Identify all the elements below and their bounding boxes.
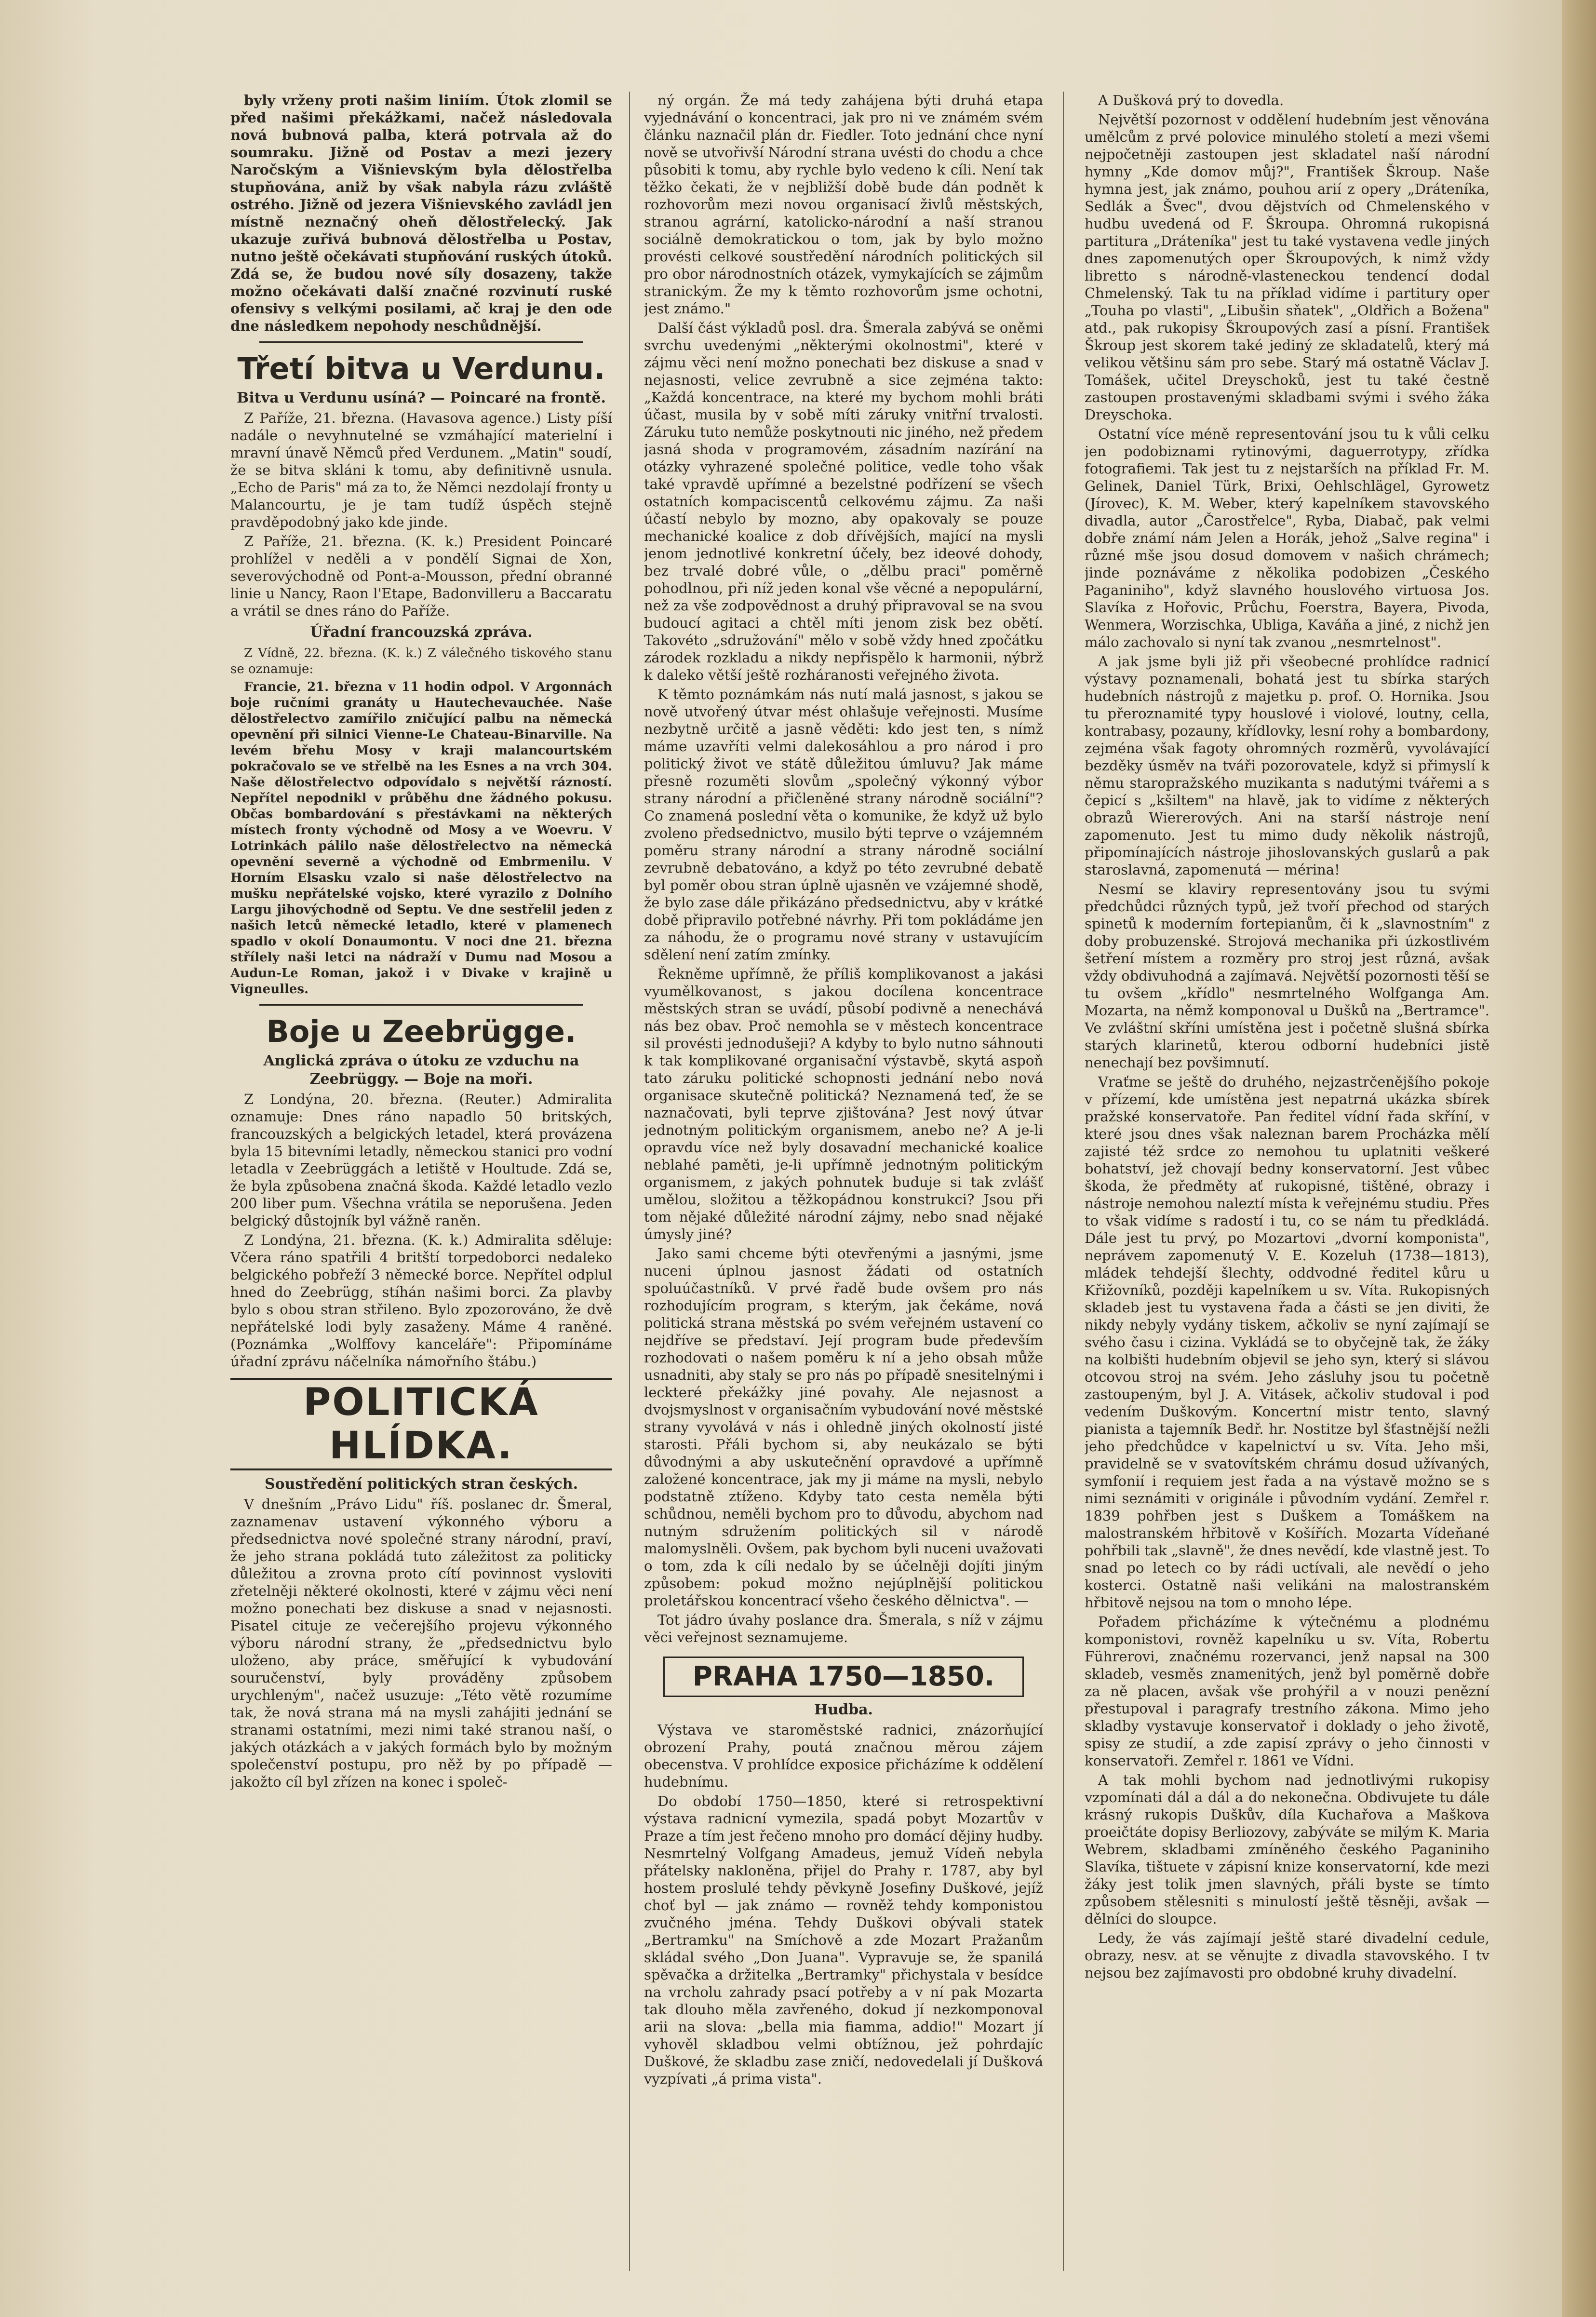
political-paragraph: Další část výkladů posl. dra. Šmerala zabývá se oněmi svrchu uvedenými „některými okolnostmi", které v zájmu věci není možno ponechati bez diskuse a snad v nejasnosti, velice zevrubně a sice zejména takto: „Každá koncentrace, na které my bychom mohli bráti účast, musila by v sobě míti záruky vnitřní trvalosti. Záruku tuto nemůže poskytnouti nic jiného, než předem jasná shoda v programovém, zásadním nazírání na otázky vyhrazené společné politice, vedle toho však také vpravdě upřímné a bezelstné podřízení se všech ostatních kompaciscentů celkovému zájmu. Za naši účastí nebylo by mozno, aby opakovaly se pouze mechanické koalice z dob dřívějších, mající na mysli jenom jednotlivé konkretní účely, bez ideové dohody, bez trvalé dobré vůle, o „dělbu praci" poměrně pohodlnou, při níž jeden konal vše věcné a nepopulární, než za vše zodpovědnost a druhý připravoval se na svou budoucí agitaci a chtěl míti jenom zisk bez obětí. Takovéto „sdružování" mělo v sobě vždy hned zpočátku zárodek rozkladu a nikdy nepřispělo k harmonii, nýbrž k daleko větší ještě rozháranosti veřejného života. <box>644 320 1043 683</box>
report-intro: Z Vídně, 22. března. (K. k.) Z válečného tiskového stanu se oznamuje: <box>230 646 612 676</box>
verdun-subheadline: Bitva u Verdunu usíná? — Poincaré na frontě. <box>237 390 606 406</box>
verdun-headline: Třetí bitva u Verdunu. <box>237 351 605 386</box>
page-edge <box>1562 0 1596 2317</box>
praha-paragraph: A jak jsme byli již při všeobecné prohlídce radnicí výstavy poznamenali, bohatá jest tu sbírka starých hudebních nástrojů z majetku p. prof. O. Hornika. Jsou tu přeroznamité typy houslové i violové, loutny, cella, kontrabasy, pozauny, křídlovky, lesní rohy a bombardony, zejména však fagoty ohromných rozměrů, vyvolávající bezděky úsměv na tváři pozorovatele, když si přimyslí k němu staropražského muzikanta s nadutými tvářemi a s čepicí s „kšiltem" na hlavě, jak to vidíme z některých obrazů Wiererových. Ani na starší nástroje není zapomenuto. Jest tu mimo dudy několik nástrojů, připomínajících nástroje jihoslovanských guslarů a pak staroslavná, zapomenutá — mérina! <box>1085 653 1489 878</box>
praha-paragraph: Vraťme se ještě do druhého, nejzastrčenějšího pokoje v přízemí, kde umístěna jest nepatrná ukázka sbírek pražské konservatoře. Pan ředitel vídní řada skříní, v které jsou dnes však naleznan barem Procházka mělí zajisté též srdce zo nemohou tu uplatniti veškeré bohatství, jež chovají bedny konservatorní. Jest vůbec škoda, že předměty ať rukopisné, tištěné, obrazy i nástroje nemohou naleztí místa k veřejnému studiu. Přes to však vidíme s radostí i tu, co se nám tu předkládá. Dále jest tu prvý, po Mozartovi „dvorní komponista", neprávem zapomenutý V. E. Kozeluh (1738—1813), mládek tehdejší šlechty, oddvodné ředitel kůru u Křižovníků, později kapelníkem u sv. Víta. Rukopisných skladeb jest tu vystavena řada a části se jen diviti, že nikdy nebyly vydány tiskem, ačkoliv se nyní zajímají se svého času i cizina. Vykládá se to obyčejně tak, že žáky na kolbišti hudebním objevil se jeho syn, který si slávou otcovou stroj na svém. Jeho zásluhy jsou tu početně zastoupeným, byl J. A. Vitásek, ačkoliv studoval i pod vedením Duškovým. Koncertní mistr tento, slavný pianista a tajemník Bedř. hr. Nostitze byl šťastnější nežli jeho předchůdce v kapelnictví u sv. Víta. Jeho mši, pravidelně se v svatovítském chrámu dosud užívaných, symfonií i requiem jest řada a na výstavě možno se s nimi seznámiti v originále i původním vydání. Zemřel r. 1839 pohřben jest s Duškem a Tomáškem na malostranském hřbitově v Košířích. Mozarta Vídeňané pohřbili tak „slavně", že dnes nevědí, kde vlastně jest. To snad po letech co by rádi uctívali, ale nevědí o jeho kosterci. Ostatně naši velikáni na malostranském hřbitově nejsou na tom o mnoho lépe. <box>1085 1074 1489 1611</box>
praha-paragraph: Ostatní více méně representování jsou tu k vůli celku jen podobiznami rytinovými, daguerrotypy, zřídka fotografiemi. Tak jest tu z nejstarších na příklad Fr. M. Gelinek, Daniel Türk, Brixi, Oehlschlägel, Gyrowetz (Jírovec), K. M. Weber, který kapelníkem stavovského divadla, autor „Čarostřelce", Ryba, Diabač, pak velmi dobře známí nám Jelen a Horák, jehož „Salve regina" i různé mše jsou dosud domovem v našich chrámech; jinde poznáváme z několika podobizen „Českého Paganiniho", když slavného houslového virtuosa Jos. Slavíka z Hořovic, Průchu, Foerstra, Bayera, Pivoda, Wenmera, Worzischka, Ubliga, Kaváňa a jiné, z nichž jen málo zachovalo si nyní tak zvanou „nesmrtelnost". <box>1085 426 1489 650</box>
political-paragraph: Řekněme upřímně, že příliš komplikovanost a jakási vyumělkovanost, s jakou docílena koncentrace městských stran se uvádí, působí podivně a nenechává nás bez obav. Proč nemohla se v městech koncentrace sil provésti jednodušeji? A kdyby to bylo nutno sáhnouti k tak komplikované organisační výstavbě, skytá aspoň tato záruku politické schopnosti jednání nebo nová organisace skutečně politická? Neznamená teď, že se naznačovati, byli teprve zjištována? Jest nový útvar jednotným politickým organismem, anebo ne? A je-li opravdu více než byly dosavadní mechanické koalice neblahé paměti, je-li upřímně jednotným politickým organismem, z jakých pohnutek buduje si tak zvlášť umělou, složitou a těžkopádnou konstrukci? Jsou při tom nějaké důležité národní zájmy, nebo snad nějaké úmysly jiné? <box>644 966 1043 1242</box>
divider <box>259 341 583 343</box>
political-paragraph: Jako sami chceme býti otevřenými a jasnými, jsme nuceni úplnou jasnost žádati od ostatních spoluúčastníků. V prvé řadě bude ovšem pro nás rozhodujícím program, s kterým, jak čekáme, nová politická strana městská po svém veřejném ustavení co nejdříve se představí. Její program bude především rozhodovati o našem poměru k ní a jeho obsah může usnadniti, aby staly se pro nás po případě snesitelnými i leckteré překážky jiné povahy. Ale nejasnost a dvojsmyslnost v organisačním vybudování nové městské strany vyvolává v nás i ohledně jiných okolností jisté starosti. Přáli bychom si, aby neukázalo se býti důvodnými a aby uskutečnění opravdové a upřímně založené koncentrace, jak my ji máme na mysli, nebylo podstatně ztíženo. Kdyby tato cesta neměla býti schůdnou, neměli bychom pro to důvodu, abychom nad nutným sdružením politických sil v národě malomyslněli. Ovšem, pak bychom byli nuceni uvažovati o tom, zda k cíli nedalo by se účelněji dojíti jiným způsobem: pokud možno nejúplnější politickou proletářskou koncentrací všeho českého dělnictva". — <box>644 1245 1043 1609</box>
praha-paragraph: Pořadem přicházíme k výtečnému a plodnému komponistovi, rovněž kapelníku u sv. Víta, Robertu Führerovi, značnému rozervanci, jenž napsal na 300 skladeb, vesměs znamenitých, jenž byl poměrně dobře za ně placen, avšak vše prohýřil a v nouzi penězní přestupoval i paragrafy trestního zákona. Mimo jeho skladby vystavuje konservatoř i doklady o jeho životě, spisy ze studií, a zde zapisí zprávy o jeho činnosti v konservatoři. Zemřel r. 1861 ve Vídni. <box>1085 1614 1489 1769</box>
zeebrugge-subheadline: Anglická zpráva o útoku ze vzduchu na Zeebrüggy. — Boje na moři. <box>263 1052 579 1088</box>
praha-subheadline: Hudba. <box>814 1701 873 1718</box>
zeebrugge-paragraph: Z Londýna, 20. března. (Reuter.) Admiralita oznamuje: Dnes ráno napadlo 50 britských, francouzských a belgických letadel, která provázena byla 15 bitevními letadly, německou stanici pro vodní letadla v Zeebrüggách a letiště v Houltude. Zdá se, že byla způsobena značná škoda. Každé letadlo vezlo 200 liber pum. Všechna vrátila se neporušena. Jeden belgický důstojník byl vážně raněn. <box>230 1091 612 1229</box>
political-paragraph: V dnešním „Právo Lidu" říš. poslanec dr. Šmeral, zaznamenav ustavení výkonného výboru a předsednictva nové společné strany národní, praví, že jeho strana pokládá tuto záležitost za politicky důležitou a zrovna proto cítí povinnost vysloviti zřetelněji některé okolnosti, které v zájmu věci není možno ponechati bez diskuse a snad v nejasnosti. Pisatel cituje ze večerejšího projevu výkonného výboru národní strany, že „předsednictvu bylo uloženo, aby práce, směřující k vybudování souručenství, byly prováděny způsobem urychleným", načež usuzuje: „Této větě rozumíme tak, že nová strana má na mysli zahájiti jednání se stranami ostatními, mezi nimi také stranou naší, o jakých otázkách a v jakých formách bylo by možným společenství postupu, pro něž by po případě — jakožto cíl byl zřízen na konec i společ- <box>230 1496 612 1790</box>
praha-paragraph: Největší pozornost v oddělení hudebním jest věnována umělcům z prvé polovice minulého století a mezi všemi nejpočetněji zastoupen jest skladatel naší národní hymny „Kde domov můj?", František Škroup. Naše hymna jest, jak známo, pouhou arií z opery „Dráteníka, Sedlák a Švec", dvou dějstvích od Chmelenského v hudbu uvedená od F. Škroupa. Ohromná rukopisná partitura „Dráteníka" jest tu také vystavena vedle jiných dnes zapomenutých oper Škroupových, k nimž vždy libretto s národně-vlasteneckou tendencí dodal Chmelenský. Tak tu na příklad vidíme i partitury oper „Touha po vlasti", „Libušin sňatek", „Oldřich a Božena" atd., pak rukopisy Škroupových zasí a písní. František Škroup jest skorem také jediný ze skladatelů, který má velikou většinu sám pro sebe. Starý má ostatně Václav J. Tomášek, učitel Dreyschoků, jest tu také čestně zastoupen prostavenými skladbami svými i svého žáka Dreyschoka. <box>1085 111 1489 423</box>
report-body: Francie, 21. března v 11 hodin odpol. V Argonnách boje ručními granáty u Hautechevauchée. Naše dělostřelectvo zamířilo zničující palbu na německá opevnění při silnici Vienne-Le Chateau-Binarville. Na levém břehu Mosy v kraji malancourtském pokračovalo se ve střelbě na les Esnes a na vrch 304. Naše dělostřelectvo odpovídalo s největší rázností. Nepřítel nepodnikl v průběhu dne žádného pokusu. Občas bombardování s přestávkami na některých místech fronty východně od Mosy a ve Woevru. V Lotrinkách pálilo naše dělostřelectvo na německá opevnění severně a východně od Embrmenilu. V Horním Elsasku vzalo si naše dělostřelectvo na mušku nepřátelské vojsko, které vyrazilo z Dolního Largu jihovýchodně od Septu. Ve dne sestřelil jeden z našich letců německé letadlo, které v plamenech spadlo v okolí Donaumontu. V noci dne 21. března střílely naši letci na nádraží v Dumu nad Mosou a Audun-Le Roman, jakož i v Divake v krajině u Vigneulles. <box>230 680 612 997</box>
column-1 <box>230 92 612 2290</box>
zeebrugge-paragraph: Z Londýna, 21. března. (K. k.) Admiralita sděluje: Včera ráno spatřili 4 britští torpedoborci nedaleko belgického pobřeží 3 německé borce. Nepřítel odplul hned do Zeebrügg, stíhán našimi borci. Za plavby bylo s obou stran střileno. Bylo zpozorováno, že dvě nepřátelské lodi byly zasaženy. Máme 4 raněné. (Poznámka „Wolffovy kanceláře": Připomínáme úřadní zprávu náčelníka námořního štábu.) <box>230 1232 612 1370</box>
column-2 <box>644 92 1043 2290</box>
verdun-paragraph: Z Paříže, 21. března. (K. k.) President Poincaré prohlížel v neděli a v pondělí Signai de Xon, severovýchodně od Pont-a-Mousson, přední obranné linie u Nancy, Raon l'Etape, Badonvilleru a Baccaratu a vrátil se dnes ráno do Paříže. <box>230 533 612 619</box>
political-paragraph: Tot jádro úvahy poslance dra. Šmerala, s níž v zájmu věci veřejnost seznamujeme. <box>644 1612 1043 1645</box>
political-paragraph: K těmto poznámkám nás nutí malá jasnost, s jakou se nově utvořený útvar mést ohlašuje veřejnosti. Musíme nezbytně určitě a jasně věděti: kdo jest ten, s nímž máme uzavříti velmi dalekosáhlou a pro národ i pro politický život ve státě důležitou úmluvu? Jak máme přesně rozuměti slovům „společný výkonný výbor strany národní a přičleněné strany národně sociální"? Co znamená poslední věta o komunike, že když už bylo zvoleno předsednictvo, musilo býti teprve o vzájemném poměru strany národní a strany národně sociální zevrubně debatováno, a když po této zevrubné debatě byl poměr obou stran úplně ujasněn ve vzájemné shodě, že bylo zase dále přikázáno předsednictvu, aby v krátké době připravilo potřebné návrhy. Při tom pokládáme jen za náhodu, že o programu nové strany v ustavujícím sdělení není zatím zmínky. <box>644 686 1043 963</box>
praha-headline: PRAHA 1750—1850. <box>663 1657 1024 1697</box>
praha-paragraph: A tak mohli bychom nad jednotlivými rukopisy vzpomínati dál a dál a do nekonečna. Obdivujete tu dále krásný rukopis Duškův, díla Kuchařova a Maškova proeičtáte dopisy Berliozovy, zabýváte se milým K. Maria Webrem, skladbami zmíněného českého Paganiniho Slavíka, tištuete v zápisní knize konservatorní, kde mezi žáky jest tolik jmen slavných, přáli byste se tímto způsobem stělesniti s minulostí ještě těsněji, avšak — dělníci do sloupce. <box>1085 1772 1489 1927</box>
praha-paragraph: A Dušková prý to dovedla. <box>1098 92 1284 108</box>
verdun-paragraph: Z Paříže, 21. března. (Havasova agence.) Listy píší nadále o nevyhnutelné se vzmáhající materielní i mravní únavě Němců před Verdunem. „Matin" soudí, že se bitva skláni k tomu, aby definitivně usnula. „Echo de Paris" má za to, že Němci nezdolají fronty u Malancourtu, je je tam tudíž úspěch stejně pravděpodobný jako kde jinde. <box>230 410 612 530</box>
political-rubric: POLITICKÁ HLÍDKA. <box>230 1378 612 1470</box>
praha-paragraph: Nesmí se klaviry representovány jsou tu svými předchůdci různých typů, jež tvoří přechod od starých spinetů k moderním fortepianům, či k „slavnostním" z doby probuzenské. Strojová mechanika při úzkostlivém šetření místem a rozměry pro stroj jest různá, avšak vždy obdivuhodná a zajímavá. Největší pozornosti těší se tu ovšem „křídlo" nesmrtelného Wolfganga Am. Mozarta, na němž komponoval u Dušků na „Bertramce". Ve zvláštní skříni umístěna jest i početně slušná sbírka starých klarinetů, kterou odborní hudebníci jistě nenechají bez povšimnutí. <box>1085 881 1489 1071</box>
divider <box>259 1004 583 1006</box>
column-rule <box>629 92 630 2271</box>
praha-paragraph: Do období 1750—1850, které si retrospektivní výstava radnicní vymezila, spadá pobyt Mozartův v Praze a tím jest řečeno mnoho pro domácí dějiny hudby. Nesmrtelný Volfgang Amadeus, jemuž Vídeň nebyla přátelsky nakloněna, přijel do Prahy r. 1787, aby byl hostem proslulé tehdy pěvkyně Josefiny Duškové, jejíž choť byl — jak známo — rovněž tehdy komponistou zvučného jména. Tehdy Duškovi obývali statek „Bertramku" na Smíchově a zde Mozart Pražanům skládal svého „Don Juana". Vypravuje se, že spanilá spěvačka a držitelka „Bertramky" přichystala v besídce na vrcholu zahrady psací potřeby a v ní pak Mozarta tak dlouho měla zavřeného, dokud jí nezkomponoval arii na slova: „bella mia fiamma, addio!" Mozart jí vyhověl skladbou velmi obtížnou, jež pohrdajíc Duškové, že skladbu zase zničí, nedovedelali jí Dušková vyzpívati „á prima vista". <box>644 1793 1043 2087</box>
political-subheadline: Soustředění politických stran českých. <box>264 1476 578 1493</box>
political-paragraph: ný orgán. Že má tedy zahájena býti druhá etapa vyjednávání o koncentraci, jak pro ni ve známém svém článku naznačil plán dr. Fiedler. Toto jednání chce nyní nově se utvořivší Národní strana uvésti do chodu a chce působiti k tomu, aby rychle bylo vedeno k cíli. Není tak těžko čekati, že v nejbližší době bude dán podnět k rozhovorům mezi novou organisací živlů městských, stranou agrární, katolicko-národní a naší stranou sociálně demokratickou o tom, jak by bylo možno provésti celkové soustředění národních politických sil pro obor národnostních otázek, vymykajících se zájmům stranickým. Že my k těmto rozhovorům jsme ochotni, jest známo." <box>644 92 1043 317</box>
article-continuation: byly vrženy proti našim liniím. Útok zlomil se před našimi překážkami, načež následovala nová bubnová palba, která potrvala až do soumraku. Jižně od Postav a mezi jezery Naročským a Višnievským byla dělostřelba stupňována, aniž by však nabyla rázu zvláště ostrého. Jižně od jezera Višnievského zavládl jen místně neznačný oheň dělostřelecký. Jak ukazuje zuřivá bubnová dělostřelba u Postav, nutno ještě očekávati stupňování ruských útoků. Zdá se, že budou nové síly dosazeny, takže možno očekávati další značné rozvinutí ruské ofensivy s velkými posilami, ač kraj je den ode dne následkem nepohody neschůdnější. <box>230 92 612 334</box>
praha-paragraph: Ledy, že vás zajímají ještě staré divadelní cedule, obrazy, nesv. at se věnujte z divadla stavovského. I tv nejsou bez zajímavosti pro obdobné kruhy divadelní. <box>1085 1930 1489 1981</box>
praha-paragraph: Výstava ve staroměstské radnici, znázorňující obrození Prahy, poutá značnou měrou zájem obecenstva. V prohlídce exposice přicházíme k oddělení hudebnímu. <box>644 1722 1043 1790</box>
column-3 <box>1085 92 1489 2290</box>
column-rule <box>1063 92 1064 2271</box>
report-headline: Úřadní francouzská zpráva. <box>310 624 533 641</box>
zeebrugge-headline: Boje u Zeebrügge. <box>266 1014 577 1049</box>
